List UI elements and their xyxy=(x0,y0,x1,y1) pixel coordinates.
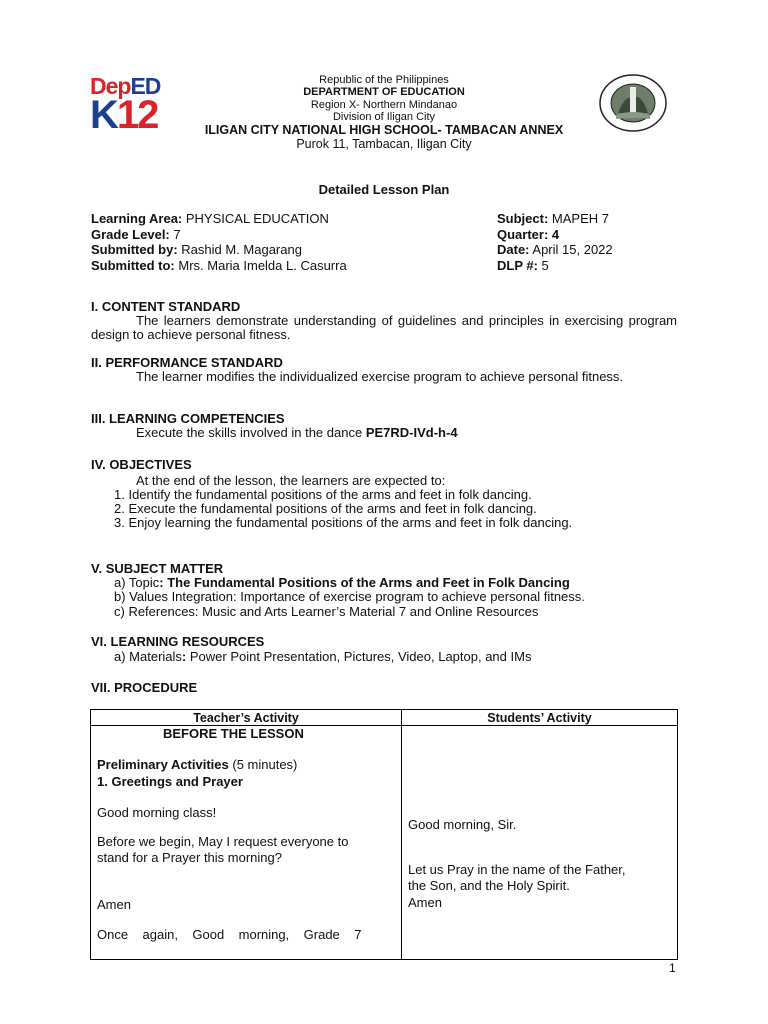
header-division: Division of Iligan City xyxy=(332,111,436,123)
header-department: DEPARTMENT OF EDUCATION xyxy=(303,86,465,98)
header-school: ILIGAN CITY NATIONAL HIGH SCHOOL- TAMBACAN ANNEX xyxy=(204,123,564,137)
competency-code: PE7RD-IVd-h-4 xyxy=(365,425,458,440)
procedure-table xyxy=(90,709,678,960)
meta-learning-area: Learning Area: PHYSICAL EDUCATION xyxy=(91,211,329,226)
header-republic: Republic of the Philippines xyxy=(319,74,449,86)
student-line: the Son, and the Holy Spirit. xyxy=(408,878,570,893)
meta-grade-level: Grade Level: 7 xyxy=(91,226,181,242)
greetings-prayer-label: 1. Greetings and Prayer xyxy=(97,774,243,789)
objective-item: 3. Enjoy learning the fundamental positions of the arms and feet in folk dancing. xyxy=(114,515,573,530)
teacher-line: Once again, Good morning, Grade 7 xyxy=(97,927,362,942)
performance-standard-text: The learner modifies the individualized exercise program to achieve personal fitness. xyxy=(136,369,624,384)
content-standard-text: The learners demonstrate understanding of guidelines and principles in exercising program design to achieve personal fitness. xyxy=(91,313,677,342)
heading-objectives: IV. OBJECTIVES xyxy=(91,457,192,472)
objectives-intro: At the end of the lesson, the learners are expected to: xyxy=(136,473,446,488)
subject-matter-values: b) Values Integration: Importance of exercise program to achieve personal fitness. xyxy=(114,589,585,604)
meta-date: Date: April 15, 2022 xyxy=(497,242,613,257)
before-lesson-label: BEFORE THE LESSON xyxy=(163,726,304,741)
header-region: Region X- Northern Mindanao xyxy=(310,99,458,111)
teacher-line: Amen xyxy=(97,897,131,912)
logo-deped-text: DepED xyxy=(90,73,161,99)
meta-submitted-by: Submitted by: Rashid M. Magarang xyxy=(91,242,302,257)
learning-resources-materials: a) Materials: Power Point Presentation, Pictures, Video, Laptop, and IMs xyxy=(114,649,532,664)
student-line: Good morning, Sir. xyxy=(408,817,517,832)
teacher-line: Before we begin, May I request everyone to xyxy=(97,834,349,849)
student-line: Let us Pray in the name of the Father, xyxy=(408,862,626,877)
document-title: Detailed Lesson Plan xyxy=(318,182,450,197)
meta-dlp-number: DLP #: 5 xyxy=(497,257,549,273)
heading-content-standard: I. CONTENT STANDARD xyxy=(91,299,241,314)
teacher-line: stand for a Prayer this morning? xyxy=(97,850,282,865)
heading-learning-competencies: III. LEARNING COMPETENCIES xyxy=(91,411,285,426)
heading-learning-resources: VI. LEARNING RESOURCES xyxy=(91,634,265,649)
heading-subject-matter: V. SUBJECT MATTER xyxy=(91,561,224,576)
heading-procedure: VII. PROCEDURE xyxy=(91,680,198,695)
subject-matter-topic: a) Topic: The Fundamental Positions of the Arms and Feet in Folk Dancing xyxy=(114,575,570,590)
meta-right xyxy=(497,211,613,273)
col-students-activity: Students’ Activity xyxy=(402,710,678,726)
heading-performance-standard: II. PERFORMANCE STANDARD xyxy=(91,355,283,370)
competency-text: Execute the skills involved in the dance PE7RD-IVd-h-4 xyxy=(136,425,458,440)
meta-submitted-to: Submitted to: Mrs. Maria Imelda L. Casurra xyxy=(91,257,347,273)
objective-item: 2. Execute the fundamental positions of the arms and feet in folk dancing. xyxy=(114,501,537,516)
student-line: Amen xyxy=(408,895,442,910)
subject-matter-references: c) References: Music and Arts Learner’s Material 7 and Online Resources xyxy=(114,604,539,619)
page-number: 1 xyxy=(669,961,676,975)
col-teacher-activity: Teacher’s Activity xyxy=(91,710,402,726)
meta-quarter: Quarter: 4 xyxy=(497,226,560,242)
meta-subject: Subject: MAPEH 7 xyxy=(497,211,609,226)
preliminary-activities: Preliminary Activities (5 minutes) xyxy=(97,757,298,772)
teacher-activity-cell xyxy=(91,726,402,960)
teacher-line: Good morning class! xyxy=(97,805,217,820)
header-address: Purok 11, Tambacan, Iligan City xyxy=(296,137,472,151)
meta-left xyxy=(91,211,347,273)
logo-k12-text: K12 xyxy=(90,93,158,137)
students-activity-cell xyxy=(402,726,678,960)
objective-item: 1. Identify the fundamental positions of the arms and feet in folk dancing. xyxy=(114,487,532,502)
